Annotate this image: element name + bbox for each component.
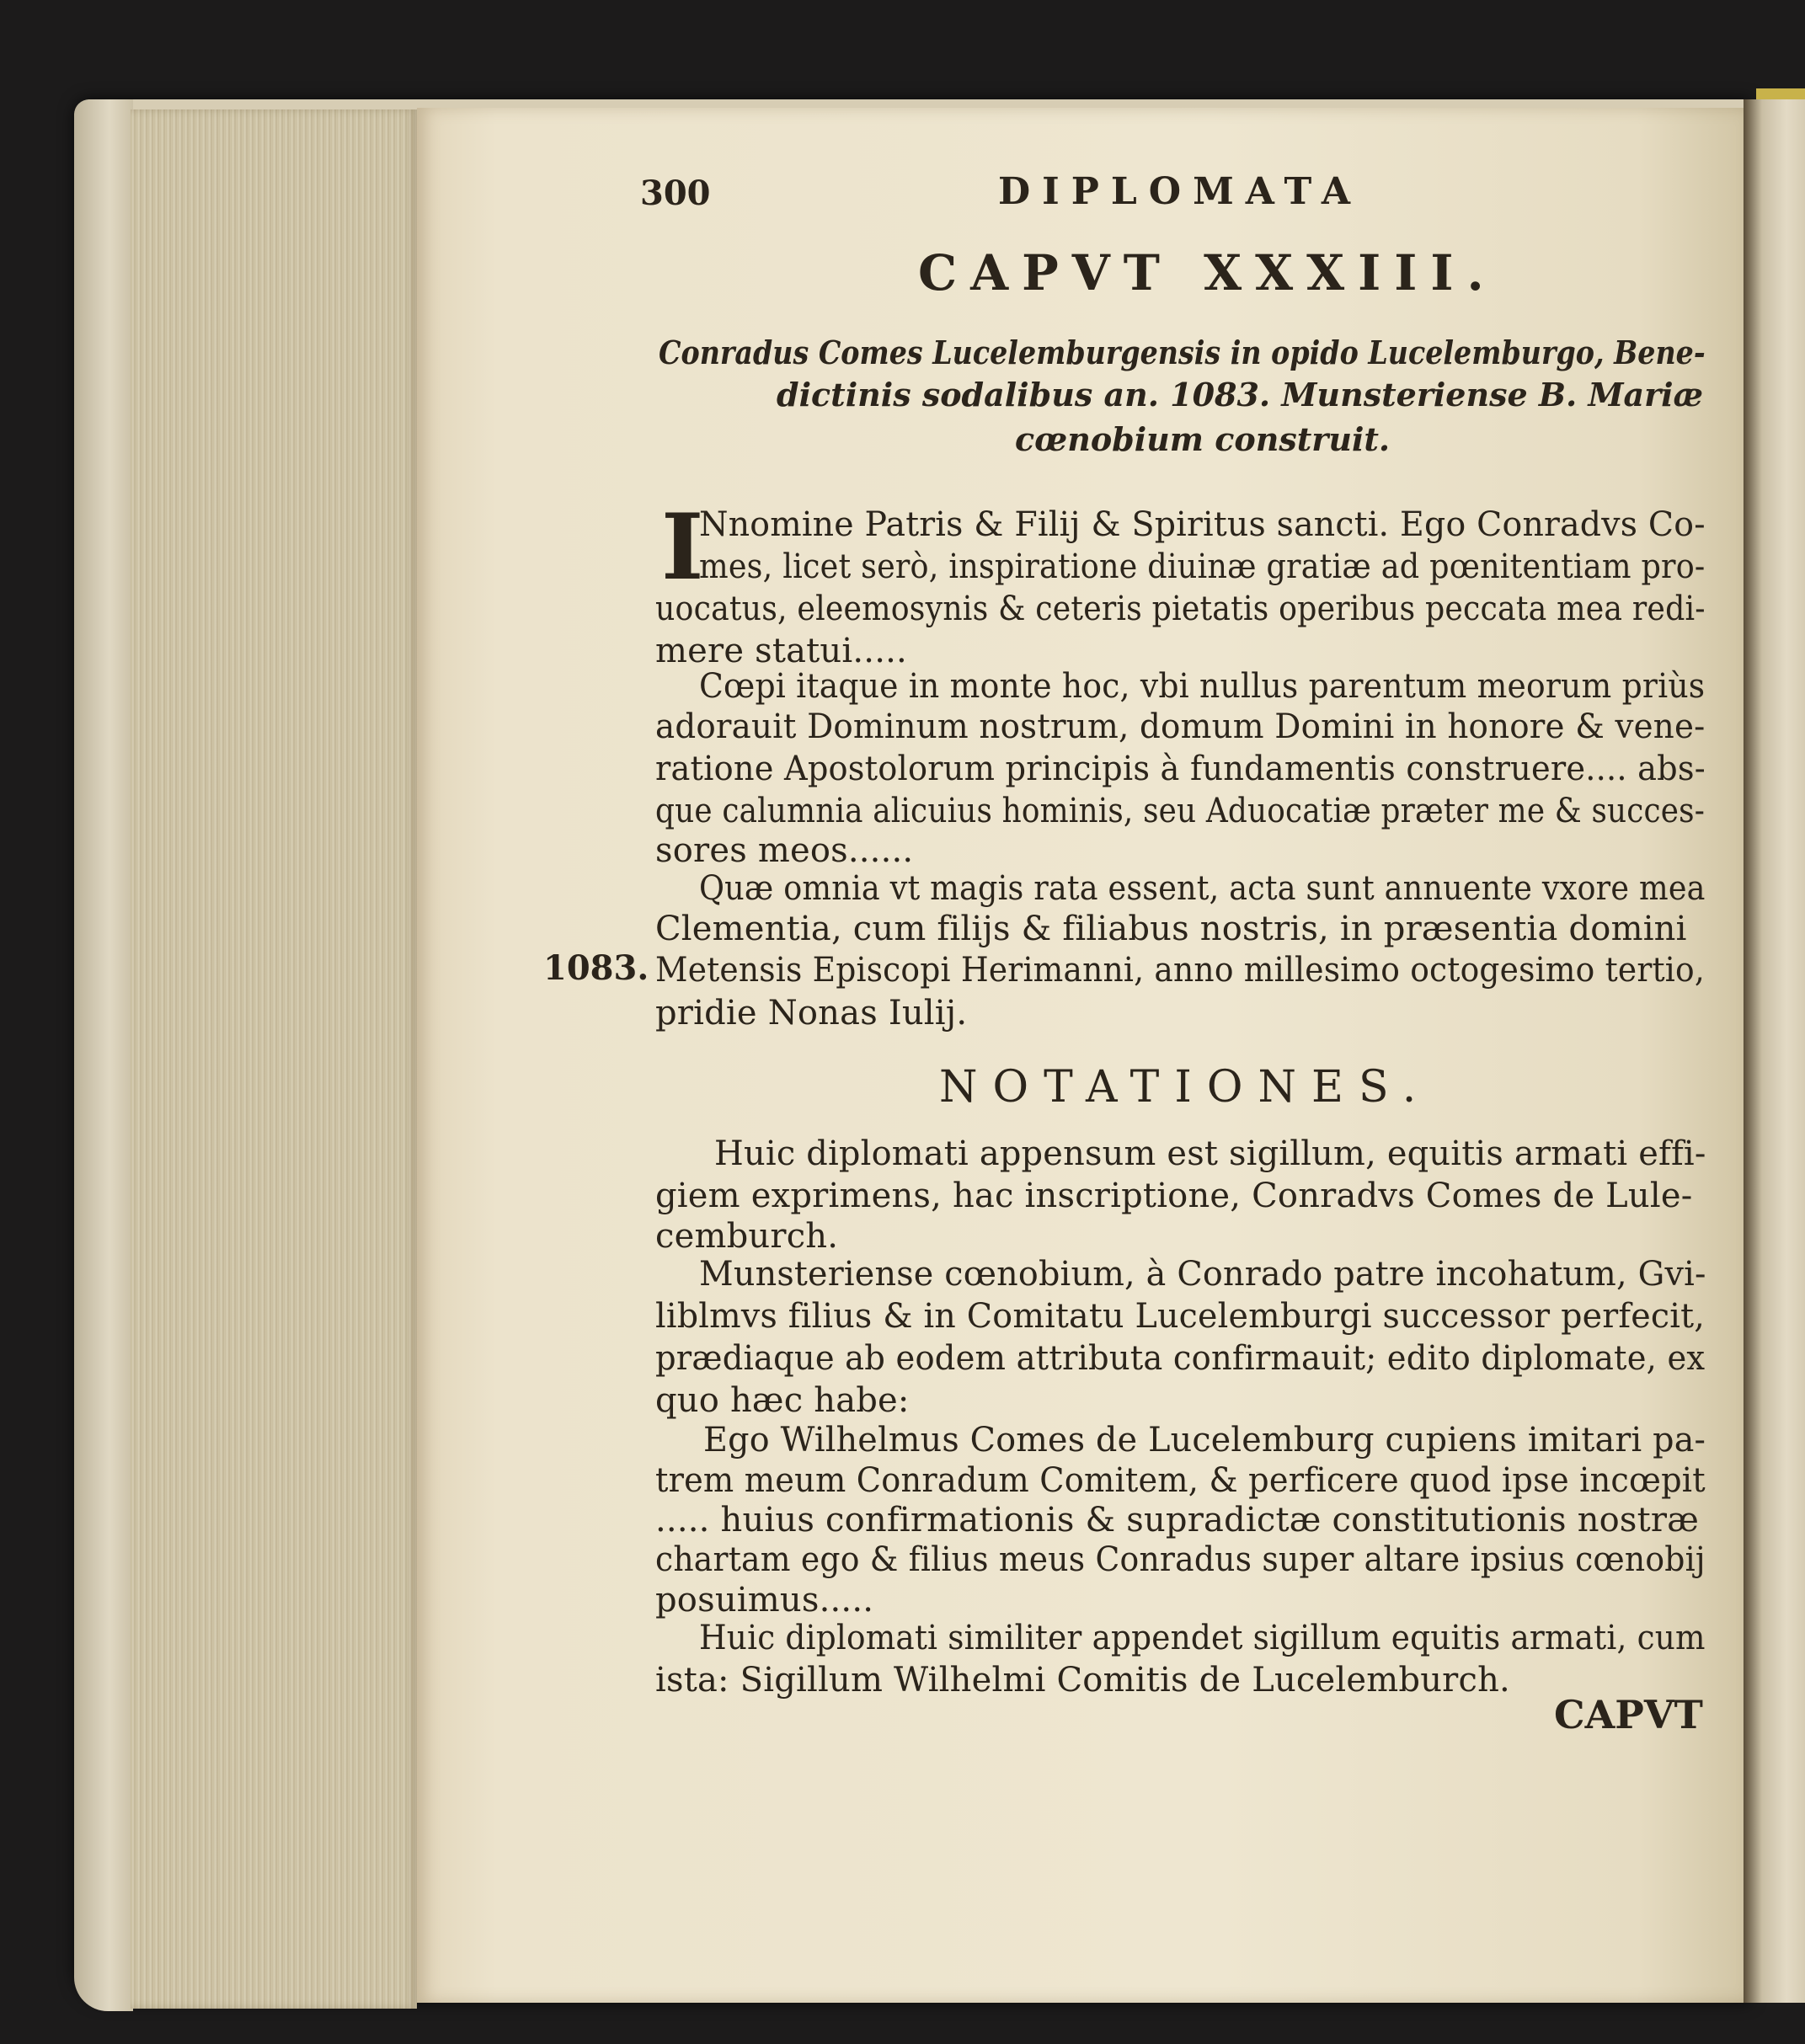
margin-note-year: 1083. bbox=[543, 948, 649, 988]
text-line: giem exprimens, hac inscriptione, Conradvs Comes de Lule- bbox=[655, 1177, 1693, 1215]
chapter-title: CAPVT XXXIII. bbox=[918, 244, 1498, 302]
notationes-heading: NOTATIONES. bbox=[939, 1062, 1432, 1113]
text-line: trem meum Conradum Comitem, & perficere quod ipse incœpit bbox=[655, 1461, 1706, 1500]
text-line: Huic diplomati similiter appendet sigillum equitis armati, cum bbox=[699, 1619, 1706, 1657]
text-line: ratione Apostolorum principis à fundamentis construere.... abs- bbox=[655, 750, 1706, 788]
text-line: ista: Sigillum Wilhelmi Comitis de Lucelemburch. bbox=[655, 1661, 1510, 1700]
text-line: uocatus, eleemosynis & ceteris pietatis operibus peccata mea redi- bbox=[655, 590, 1706, 628]
text-line: pridie Nonas Iulij. bbox=[655, 994, 968, 1033]
text-line: Cœpi itaque in monte hoc, vbi nullus parentum meorum priùs bbox=[699, 667, 1706, 706]
running-title: DIPLOMATA bbox=[998, 170, 1363, 213]
text-line: Metensis Episcopi Herimanni, anno millesimo octogesimo tertio, bbox=[655, 951, 1705, 990]
gilt-edge bbox=[1756, 88, 1805, 100]
text-line: chartam ego & filius meus Conradus super altare ipsius cœnobij bbox=[655, 1540, 1706, 1579]
page-edges bbox=[131, 109, 417, 2009]
text-line: ..... huius confirmationis & supradictæ constitutionis nostræ bbox=[655, 1501, 1700, 1540]
summary-line: cœnobium construit. bbox=[1015, 420, 1391, 458]
text-line: Clementia, cum filijs & filiabus nostris, in præsentia domini bbox=[655, 910, 1687, 948]
text-line: cemburch. bbox=[655, 1217, 839, 1256]
text-line: adorauit Dominum nostrum, domum Domini in honore & vene- bbox=[655, 707, 1706, 746]
text-line: que calumnia alicuius hominis, seu Aduocatiæ præter me & succes- bbox=[655, 792, 1706, 830]
drop-cap: I bbox=[661, 494, 704, 600]
catchword: CAPVT bbox=[1554, 1692, 1703, 1737]
text-line: Huic diplomati appensum est sigillum, equitis armati effi- bbox=[714, 1134, 1706, 1173]
page-number: 300 bbox=[640, 173, 711, 213]
text-line: Quæ omnia vt magis rata essent, acta sunt annuente vxore mea bbox=[699, 869, 1706, 908]
text-line: mere statui..... bbox=[655, 632, 907, 670]
text-line: quo hæc habe: bbox=[655, 1381, 910, 1420]
text-line: prædiaque ab eodem attributa confirmauit; edito diplomate, ex bbox=[655, 1339, 1706, 1378]
text-line: Ego Wilhelmus Comes de Lucelemburg cupiens imitari pa- bbox=[703, 1421, 1706, 1460]
summary-line: dictinis sodalibus an. 1083. Munsteriense B. Mariæ bbox=[777, 376, 1703, 414]
cover-edge bbox=[74, 99, 133, 2011]
facing-page-edge bbox=[1744, 99, 1805, 2003]
text-line: Nnomine Patris & Filij & Spiritus sancti. Ego Conradvs Co- bbox=[699, 505, 1706, 544]
text-line: sores meos...... bbox=[655, 831, 914, 870]
text-line: liblmvs filius & in Comitatu Lucelemburgi successor perfecit, bbox=[655, 1297, 1706, 1336]
summary-line: Conradus Comes Lucelemburgensis in opido Lucelemburgo, Bene- bbox=[659, 334, 1706, 371]
text-line: Munsteriense cœnobium, à Conrado patre incohatum, Gvi- bbox=[699, 1255, 1706, 1294]
text-line: mes, licet serò, inspiratione diuinæ gratiæ ad pœnitentiam pro- bbox=[699, 547, 1706, 586]
text-line: posuimus..... bbox=[655, 1581, 874, 1620]
